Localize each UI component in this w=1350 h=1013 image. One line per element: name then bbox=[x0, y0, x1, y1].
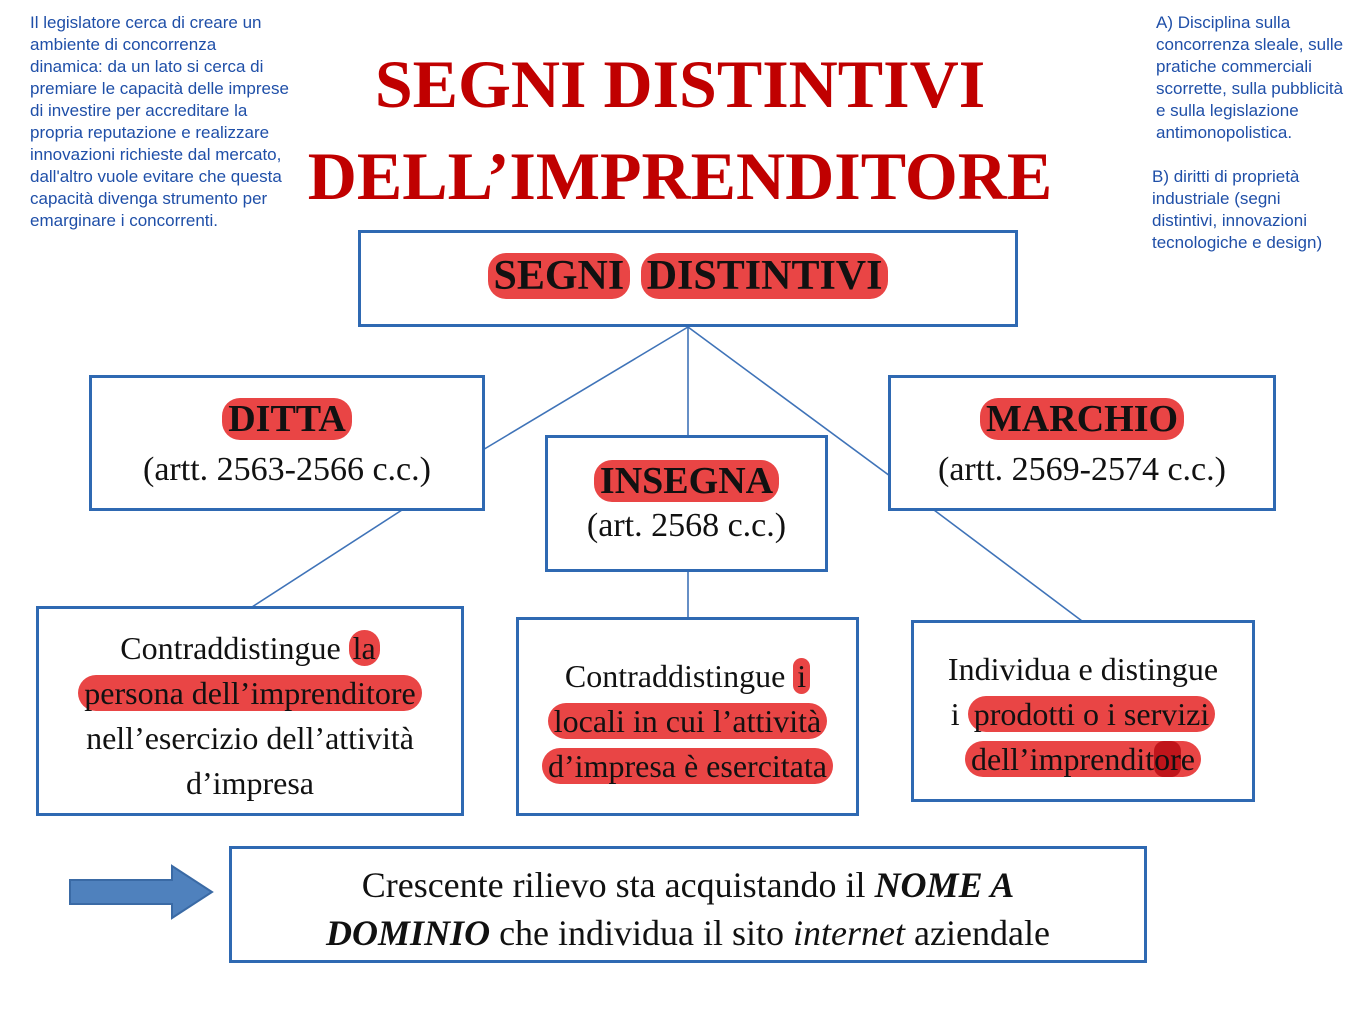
right-arrow-icon bbox=[68, 864, 216, 920]
page-title bbox=[240, 38, 1120, 222]
note-right bbox=[1152, 12, 1347, 254]
ditta-label: DITTA bbox=[222, 398, 352, 440]
footer-part1: Crescente rilievo sta acquistando il bbox=[361, 865, 875, 905]
root-box bbox=[358, 230, 1018, 327]
ditta-box bbox=[89, 375, 485, 511]
marchio-desc-box bbox=[911, 620, 1255, 802]
ditta-desc-pre: Contraddistingue bbox=[120, 630, 349, 666]
ditta-desc-hl1: la bbox=[349, 630, 380, 666]
connector-marchio-desc bbox=[934, 510, 1082, 621]
footer-part3: aziendale bbox=[905, 913, 1050, 953]
footer-bold2: DOMINIO bbox=[326, 913, 491, 953]
insegna-ref: (art. 2568 c.c.) bbox=[586, 507, 787, 544]
marchio-desc-hl2b: or bbox=[1154, 741, 1181, 777]
insegna-desc-hl2: locali in cui l’attività bbox=[548, 703, 827, 739]
note-right-a: A) Disciplina sulla concorrenza sleale, sulle pratiche commerciali scorrette, sulla pubblicità e sulla legislazione antimonopolistica. bbox=[1156, 13, 1344, 142]
ditta-desc-hl2: persona dell’imprenditore bbox=[78, 675, 421, 711]
insegna-desc-pre: Contraddistingue bbox=[564, 658, 794, 694]
footer-bold1: NOME A bbox=[874, 865, 1015, 905]
marchio-desc-hl2c: e bbox=[1180, 741, 1195, 777]
marchio-box bbox=[888, 375, 1276, 511]
marchio-desc-hl2 bbox=[965, 741, 1201, 777]
root-word2: DISTINTIVI bbox=[641, 253, 889, 299]
root-label bbox=[488, 253, 889, 299]
insegna-desc-box bbox=[516, 617, 859, 816]
note-spacer bbox=[1152, 144, 1347, 166]
note-left-text: Il legislatore cerca di creare un ambiente di concorrenza dinamica: da un lato si cerca di premiare le capacità delle imprese di investire per accreditare la propria reputazione e realizzare innovazioni richieste dal mercato, dall'altro vuole evitare che questa capacità divenga strumento per emarginare i concorrenti. bbox=[30, 13, 289, 230]
ditta-desc-post1: nell’esercizio dell’attività bbox=[86, 720, 414, 756]
root-word1: SEGNI bbox=[488, 253, 631, 299]
ditta-desc-post2: d’impresa bbox=[186, 765, 314, 801]
marchio-desc-line1: Individua e distingue bbox=[947, 651, 1219, 687]
note-right-b: B) diritti di proprietà industriale (segni distintivi, innovazioni tecnologiche e design) bbox=[1152, 167, 1323, 252]
ditta-desc-box bbox=[36, 606, 464, 816]
footer-part2: che individua il sito bbox=[490, 913, 794, 953]
insegna-desc-hl1: i bbox=[793, 658, 810, 694]
footer-box bbox=[229, 846, 1147, 963]
connector-ditta-desc bbox=[252, 510, 402, 607]
marchio-ref: (artt. 2569-2574 c.c.) bbox=[938, 451, 1226, 488]
title-line2: DELL’IMPRENDITORE bbox=[307, 138, 1053, 214]
title-line1: SEGNI DISTINTIVI bbox=[374, 46, 986, 122]
marchio-label: MARCHIO bbox=[980, 398, 1184, 440]
marchio-desc-hl1: prodotti o i servizi bbox=[968, 696, 1216, 732]
insegna-desc-hl3: d’impresa è esercitata bbox=[542, 748, 833, 784]
footer-italic: internet bbox=[793, 913, 906, 953]
ditta-ref: (artt. 2563-2566 c.c.) bbox=[143, 451, 431, 488]
insegna-label: INSEGNA bbox=[594, 460, 779, 502]
marchio-desc-pre: i bbox=[950, 696, 968, 732]
marchio-desc-hl2a: dell’imprendit bbox=[971, 741, 1155, 777]
insegna-box bbox=[545, 435, 828, 572]
